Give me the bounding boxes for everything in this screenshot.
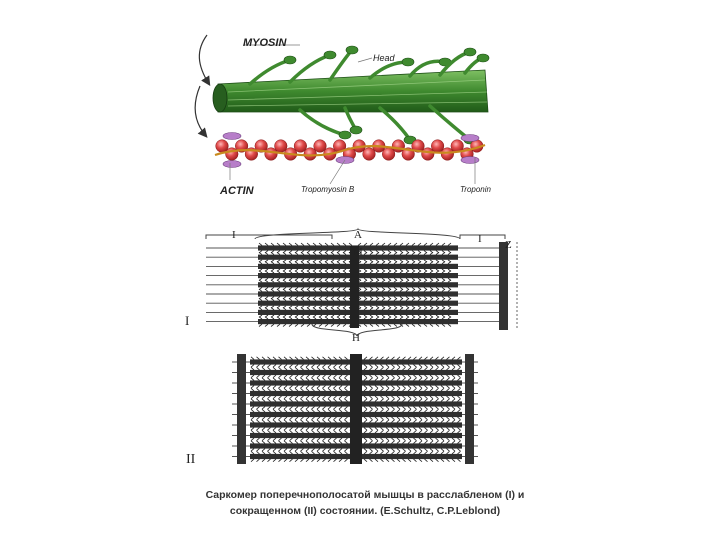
- myosin-actin-illustration: [0, 0, 720, 200]
- troponin-disc: [461, 135, 479, 142]
- m-line-label: M: [353, 246, 363, 258]
- myosin-head: [477, 54, 489, 62]
- myosin-label: MYOSIN: [243, 37, 287, 49]
- myosin-head: [339, 131, 351, 139]
- myosin-head: [346, 46, 358, 54]
- troponin-disc: [223, 133, 241, 140]
- myosin-head: [350, 126, 362, 134]
- myosin-head: [284, 56, 296, 64]
- right-z-line: [465, 354, 474, 464]
- h-zone-label: H: [352, 332, 360, 344]
- caption: [170, 487, 560, 519]
- troponin-disc: [223, 161, 241, 168]
- m-line: [350, 246, 359, 328]
- relaxed-sarcomere-diagram: [0, 220, 720, 360]
- center-m-line: [350, 354, 362, 464]
- i-band-left-label: I: [232, 229, 236, 241]
- troponin-label: Troponin: [460, 185, 491, 194]
- myosin-head: [464, 48, 476, 56]
- actin-pointer-arrow: [195, 86, 206, 136]
- state-two-label: II: [186, 452, 196, 467]
- myosin-pointer-arrow: [199, 35, 209, 84]
- contracted-sarcomere-diagram: [0, 350, 720, 475]
- a-band-label: A: [354, 229, 362, 241]
- head-label: Head: [373, 53, 395, 63]
- troponin-disc: [461, 157, 479, 164]
- left-z-line: [237, 354, 246, 464]
- myosin-head: [324, 51, 336, 59]
- myosin-head: [402, 58, 414, 66]
- z-line-label: Z: [505, 239, 512, 251]
- caption-line-1: Саркомер поперечнополосатой мышцы в расслабленом (I) и: [205, 489, 525, 501]
- caption-line-2: сокращенном (II) состоянии. (E.Schultz, C.P.Leblond): [229, 505, 501, 517]
- i-band-right-label: I: [478, 233, 482, 245]
- myosin-filament: [213, 70, 488, 112]
- z-line: [499, 242, 508, 330]
- actin-label: ACTIN: [220, 185, 254, 197]
- state-one-label: I: [185, 313, 190, 328]
- tropomyosin-label: Tropomyosin B: [301, 185, 355, 194]
